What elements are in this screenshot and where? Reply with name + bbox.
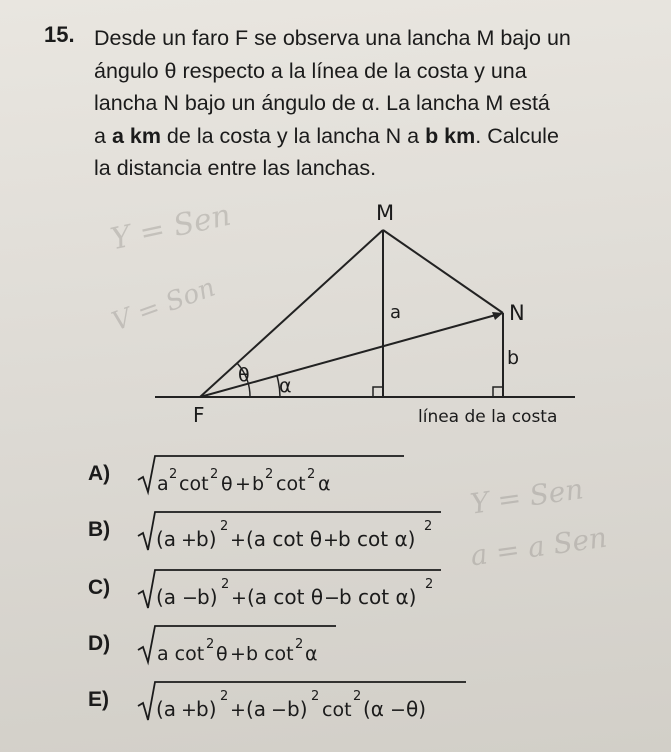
formula-svg bbox=[136, 452, 456, 500]
pencil-scribble: Y = Sen bbox=[468, 472, 586, 521]
distance-a: a km bbox=[111, 123, 161, 148]
option-label: A) bbox=[88, 462, 111, 485]
segment-MN bbox=[383, 230, 503, 313]
svg-text:b: b bbox=[252, 473, 265, 495]
text-fragment: . Calcule bbox=[475, 123, 559, 148]
svg-text:2: 2 bbox=[265, 467, 274, 482]
svg-text:b): b) bbox=[197, 585, 218, 609]
option-E-formula bbox=[136, 678, 516, 731]
svg-text:2: 2 bbox=[295, 637, 304, 652]
svg-text:cot: cot bbox=[276, 473, 306, 495]
option-A[interactable] bbox=[88, 452, 648, 508]
svg-text:2: 2 bbox=[307, 467, 316, 482]
svg-text:b): b) bbox=[196, 527, 217, 551]
svg-text:2: 2 bbox=[220, 519, 229, 534]
svg-text:+: + bbox=[323, 529, 339, 551]
svg-text:(a: (a bbox=[246, 697, 267, 721]
svg-text:+: + bbox=[230, 529, 246, 551]
distance-b: b km bbox=[425, 123, 476, 148]
svg-text:−: − bbox=[182, 587, 198, 609]
pencil-scribble: V = Son bbox=[108, 272, 220, 338]
label-alpha: α bbox=[279, 375, 292, 397]
svg-text:2: 2 bbox=[353, 689, 362, 704]
svg-text:+: + bbox=[235, 473, 251, 495]
svg-text:b cot α): b cot α) bbox=[338, 527, 416, 551]
option-B-formula bbox=[136, 508, 496, 561]
pencil-scribble: a = a Sen bbox=[468, 520, 609, 573]
figure-svg bbox=[95, 197, 595, 440]
question-line: Desde un faro F se observa una lancha M bajo un bbox=[94, 26, 571, 50]
label-b: b bbox=[507, 347, 520, 369]
svg-text:2: 2 bbox=[220, 689, 229, 704]
label-a: a bbox=[390, 302, 402, 323]
svg-text:+: + bbox=[181, 699, 197, 721]
option-C[interactable] bbox=[88, 566, 648, 622]
svg-text:−: − bbox=[271, 699, 287, 721]
label-N: N bbox=[509, 301, 525, 325]
svg-text:+: + bbox=[230, 643, 246, 665]
pencil-scribble: Y = Sen bbox=[107, 197, 234, 258]
svg-text:(a cot θ: (a cot θ bbox=[247, 585, 324, 609]
svg-text:b): b) bbox=[287, 697, 308, 721]
svg-text:2: 2 bbox=[424, 519, 433, 534]
option-label: D) bbox=[88, 632, 111, 655]
svg-text:θ): θ) bbox=[406, 697, 427, 721]
svg-text:cot: cot bbox=[322, 699, 352, 721]
option-label: B) bbox=[88, 518, 111, 541]
question-line: la distancia entre las lanchas. bbox=[94, 156, 377, 180]
svg-text:α: α bbox=[305, 643, 318, 665]
option-D-formula bbox=[136, 622, 456, 675]
svg-text:−: − bbox=[390, 699, 406, 721]
svg-text:cot: cot bbox=[179, 473, 209, 495]
svg-text:2: 2 bbox=[169, 467, 178, 482]
svg-text:2: 2 bbox=[210, 467, 219, 482]
label-F: F bbox=[193, 403, 205, 427]
svg-text:a cot: a cot bbox=[157, 643, 205, 665]
arrow-head bbox=[492, 312, 503, 320]
question-text bbox=[94, 22, 654, 185]
label-M: M bbox=[376, 201, 395, 225]
option-label: C) bbox=[88, 576, 111, 599]
svg-text:2: 2 bbox=[221, 577, 230, 592]
geometry-figure bbox=[95, 197, 595, 440]
svg-text:−: − bbox=[324, 587, 340, 609]
svg-text:θ: θ bbox=[216, 643, 228, 665]
svg-text:b cot: b cot bbox=[246, 643, 294, 665]
svg-text:(a: (a bbox=[156, 585, 177, 609]
option-B[interactable] bbox=[88, 508, 648, 564]
svg-text:+: + bbox=[230, 699, 246, 721]
formula-svg bbox=[136, 678, 516, 726]
coast-label: línea de la costa bbox=[418, 407, 558, 427]
formula-svg bbox=[136, 566, 496, 614]
option-E[interactable] bbox=[88, 678, 648, 734]
text-fragment: de la costa y la lancha N a bbox=[160, 123, 426, 148]
svg-text:(a: (a bbox=[156, 527, 177, 551]
option-A-formula bbox=[136, 452, 456, 505]
svg-text:+: + bbox=[181, 529, 197, 551]
svg-text:(α: (α bbox=[363, 697, 384, 721]
svg-text:b): b) bbox=[196, 697, 217, 721]
svg-text:b cot α): b cot α) bbox=[339, 585, 417, 609]
right-angle-mark bbox=[373, 387, 383, 397]
svg-text:a: a bbox=[157, 473, 169, 495]
question-number: 15. bbox=[44, 22, 75, 47]
text-fragment: a bbox=[94, 123, 112, 148]
question-line bbox=[94, 120, 654, 153]
svg-text:2: 2 bbox=[206, 637, 215, 652]
option-label: E) bbox=[88, 688, 109, 711]
label-theta: θ bbox=[238, 364, 250, 386]
formula-svg bbox=[136, 508, 496, 556]
option-C-formula bbox=[136, 566, 496, 619]
svg-text:2: 2 bbox=[311, 689, 320, 704]
svg-text:θ: θ bbox=[221, 473, 233, 495]
option-D[interactable] bbox=[88, 622, 648, 678]
svg-text:(a: (a bbox=[156, 697, 177, 721]
svg-text:(a cot θ: (a cot θ bbox=[246, 527, 323, 551]
svg-text:+: + bbox=[231, 587, 247, 609]
question-line: ángulo θ respecto a la línea de la costa y una bbox=[94, 58, 527, 83]
question-line: lancha N bajo un ángulo de α. La lancha M está bbox=[94, 91, 550, 115]
svg-text:α: α bbox=[318, 473, 331, 495]
right-angle-mark bbox=[493, 387, 503, 397]
formula-svg bbox=[136, 622, 456, 670]
svg-text:2: 2 bbox=[425, 577, 434, 592]
